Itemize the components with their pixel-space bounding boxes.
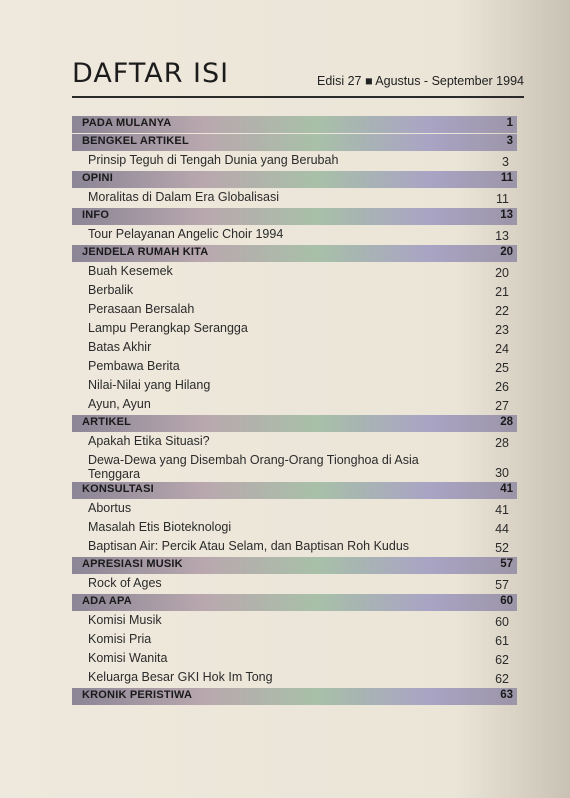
toc-section-row	[72, 415, 517, 432]
entry-title: Ayun, Ayun	[88, 397, 151, 411]
toc-entry-row	[72, 537, 517, 556]
toc-section-row	[72, 208, 517, 225]
toc-section-row	[72, 557, 517, 574]
section-title: INFO	[82, 209, 110, 221]
page-number: 60	[500, 595, 513, 607]
toc-entry-row	[72, 432, 517, 451]
toc-entry-row	[72, 574, 517, 593]
toc-entry-row	[72, 281, 517, 300]
section-title: ADA APA	[82, 595, 132, 607]
page-number: 27	[495, 399, 509, 413]
toc-entry-row	[72, 518, 517, 537]
toc-section-row	[72, 594, 517, 611]
page-number: 62	[495, 672, 509, 686]
page-number: 3	[506, 135, 513, 147]
page-number: 11	[500, 172, 513, 184]
toc-entry-row	[72, 611, 517, 630]
section-title: PADA MULANYA	[82, 117, 172, 129]
toc-entry-row	[72, 300, 517, 319]
page-number: 57	[500, 558, 513, 570]
page-number: 20	[495, 266, 509, 280]
page-number: 11	[496, 192, 509, 206]
page-number: 22	[495, 304, 509, 318]
entry-title: Prinsip Teguh di Tengah Dunia yang Berubah	[88, 153, 339, 167]
section-title: KONSULTASI	[82, 483, 154, 495]
toc-section-row	[72, 134, 517, 151]
toc-entry-row	[72, 668, 517, 687]
page-title: DAFTAR ISI	[72, 58, 230, 89]
page-number: 63	[500, 689, 513, 701]
entry-title: Komisi Musik	[88, 613, 162, 627]
entry-title: Perasaan Bersalah	[88, 302, 195, 316]
toc-entry-row	[72, 151, 517, 170]
toc-entry-row	[72, 499, 517, 518]
entry-title: Masalah Etis Bioteknologi	[88, 520, 232, 534]
entry-title: Keluarga Besar GKI Hok Im Tong	[88, 670, 273, 684]
page-number: 61	[495, 634, 509, 648]
entry-title: Apakah Etika Situasi?	[88, 434, 210, 448]
entry-title: Komisi Wanita	[88, 651, 168, 665]
page-number: 26	[495, 380, 509, 394]
entry-title: Baptisan Air: Percik Atau Selam, dan Baptisan Roh Kudus	[88, 539, 410, 553]
toc-entry-row	[72, 357, 517, 376]
entry-title: Nilai-Nilai yang Hilang	[88, 378, 211, 392]
section-title: APRESIASI MUSIK	[82, 558, 183, 570]
edition-info: Edisi 27 ■ Agustus - September 1994	[317, 74, 524, 88]
toc-entry-row	[72, 225, 517, 244]
page-number: 44	[495, 522, 509, 536]
page-number: 20	[500, 246, 513, 258]
section-title: BENGKEL ARTIKEL	[82, 135, 189, 147]
page-number: 41	[495, 503, 509, 517]
entry-title: Rock of Ages	[88, 576, 162, 590]
toc-entry-row	[72, 395, 517, 414]
page-number: 57	[495, 578, 509, 592]
entry-title: Batas Akhir	[88, 340, 152, 354]
entry-title: Moralitas di Dalam Era Globalisasi	[88, 190, 280, 204]
toc-section-row	[72, 171, 517, 188]
entry-title: Pembawa Berita	[88, 359, 180, 373]
toc-section-row	[72, 688, 517, 705]
toc-entry-row	[72, 630, 517, 649]
page-number: 30	[495, 466, 509, 480]
page-number: 21	[495, 285, 509, 299]
page-number: 28	[495, 436, 509, 450]
page-number: 60	[495, 615, 509, 629]
toc-entry-row	[72, 319, 517, 338]
entry-title: Berbalik	[88, 283, 134, 297]
page-number: 62	[495, 653, 509, 667]
toc-section-row	[72, 116, 517, 133]
toc-entry-row	[72, 262, 517, 281]
toc-entry-row	[72, 338, 517, 357]
entry-title: Abortus	[88, 501, 132, 515]
page-number: 23	[495, 323, 509, 337]
page-number: 13	[495, 229, 509, 243]
entry-title: Komisi Pria	[88, 632, 152, 646]
toc-section-row	[72, 245, 517, 262]
page-number: 41	[500, 483, 513, 495]
entry-title: Lampu Perangkap Serangga	[88, 321, 248, 335]
section-title: OPINI	[82, 172, 113, 184]
page-number: 28	[500, 416, 513, 428]
page-number: 52	[495, 541, 509, 555]
entry-title: Buah Kesemek	[88, 264, 173, 278]
page-number: 13	[500, 209, 513, 221]
table-of-contents	[72, 115, 517, 705]
header	[72, 58, 524, 98]
page-number: 1	[506, 117, 513, 129]
toc-entry-row	[72, 451, 517, 481]
page-number: 3	[502, 155, 509, 169]
entry-title: Tour Pelayanan Angelic Choir 1994	[88, 227, 284, 241]
page-number: 24	[495, 342, 509, 356]
section-title: ARTIKEL	[82, 416, 132, 428]
toc-section-row	[72, 482, 517, 499]
toc-entry-row	[72, 376, 517, 395]
section-title: JENDELA RUMAH KITA	[82, 246, 209, 258]
toc-entry-row	[72, 188, 517, 207]
entry-title: Dewa-Dewa yang Disembah Orang-Orang Tionghoa di Asia Tenggara	[88, 453, 419, 481]
section-title: KRONIK PERISTIWA	[82, 689, 193, 701]
toc-entry-row	[72, 649, 517, 668]
page-number: 25	[495, 361, 509, 375]
